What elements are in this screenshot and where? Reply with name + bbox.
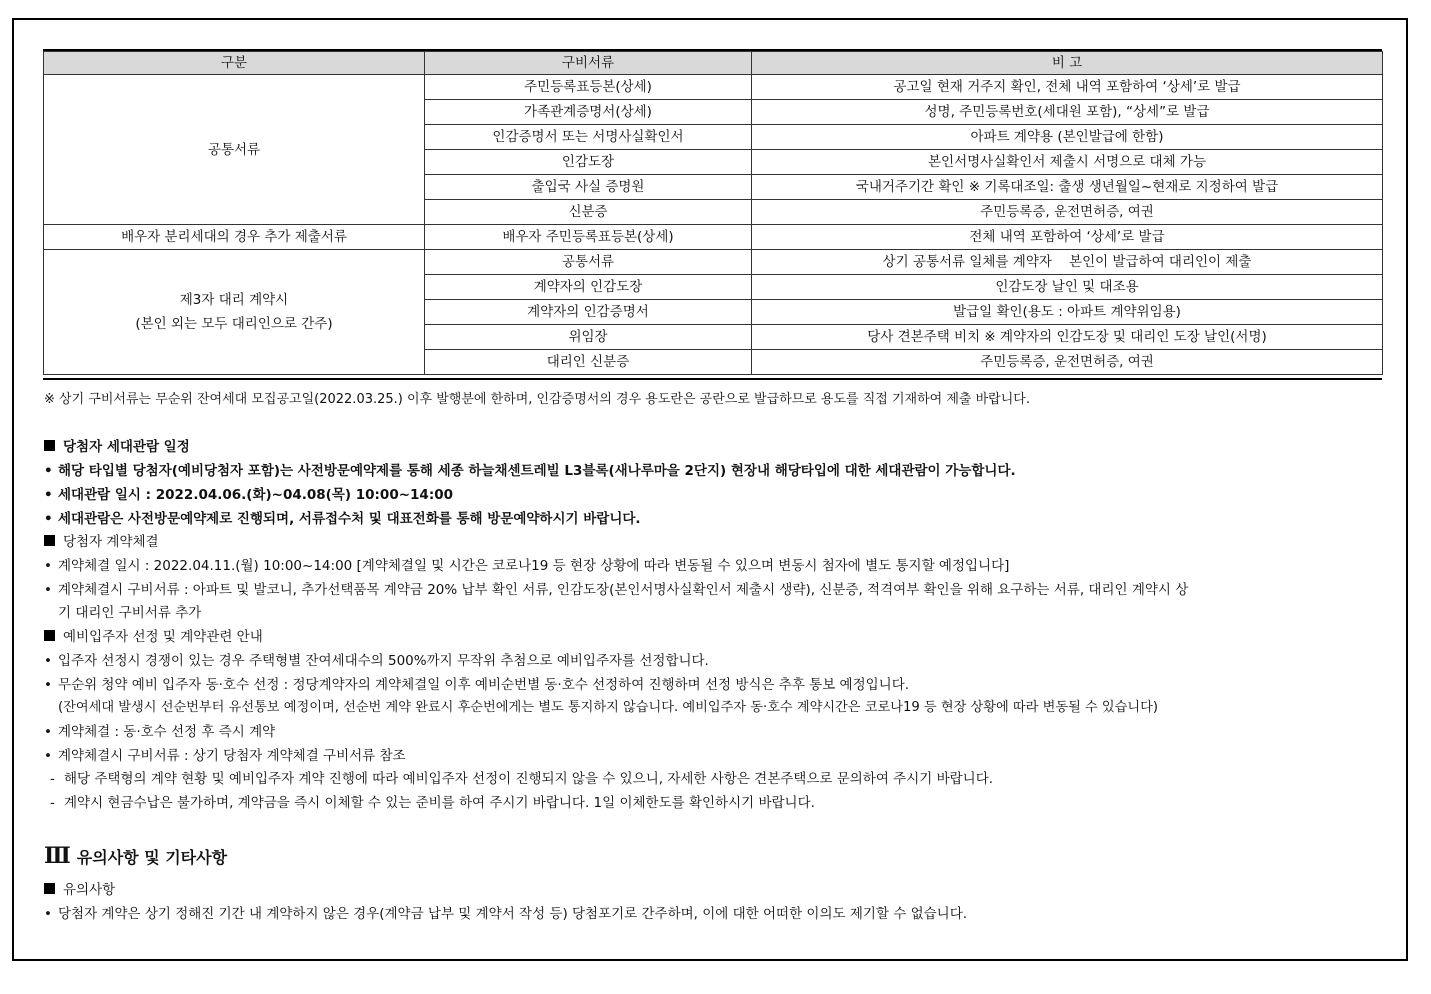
dot-bullet-icon: • xyxy=(44,906,52,922)
table-row xyxy=(44,250,1383,275)
remark-cell: 전체 내역 포함하여 ‘상세’로 발급 xyxy=(752,225,1383,250)
required-documents-table xyxy=(43,51,1383,375)
square-bullet-icon xyxy=(44,440,55,451)
table-bottom-rule xyxy=(43,378,1382,380)
remark-cell: 아파트 계약용 (본인발급에 한함) xyxy=(752,125,1383,150)
document-cell: 주민등록표등본(상세) xyxy=(425,75,752,100)
dot-bullet-icon: • xyxy=(44,724,52,740)
dash-bullet-icon: - xyxy=(50,795,55,811)
list-item-text: 계약체결 : 동·호수 선정 후 즉시 계약 xyxy=(58,724,276,740)
list-item-text: 당첨자 계약은 상기 정해진 기간 내 계약하지 않은 경우(계약금 납부 및 계약서 작성 등) 당첨포기로 간주하며, 이에 대한 어떠한 이의도 제기할 수 없습니다. xyxy=(58,906,968,922)
remark-cell: 당사 견본주택 비치 ※ 계약자의 인감도장 및 대리인 도장 날인(서명) xyxy=(752,325,1383,350)
documents-note: ※ 상기 구비서류는 무순위 잔여세대 모집공고일(2022.03.25.) 이후 발행분에 한하며, 인감증명서의 경우 용도란은 공란으로 발급하므로 용도를 직접 기재하여 제출 바랍니다. xyxy=(44,392,1030,407)
category-proxy-title: 제3자 대리 계약시 xyxy=(179,292,289,308)
list-item-text: 입주자 선정시 경쟁이 있는 경우 주택형별 잔여세대수의 500%까지 무작위 추첨으로 예비입주자를 선정합니다. xyxy=(58,653,709,669)
square-bullet-icon xyxy=(44,883,55,894)
list-item-text: 계약체결시 구비서류 : 아파트 및 발코니, 추가선택품목 계약금 20% 납부 확인 서류, 인감도장(본인서명사실확인서 제출시 생략), 신분증, 적격여부 확인을 위해 요구하는 서류, 대리인 계약시 상 xyxy=(58,582,1189,598)
document-cell: 공통서류 xyxy=(425,250,752,275)
document-cell: 계약자의 인감도장 xyxy=(425,275,752,300)
square-bullet-icon xyxy=(44,535,55,546)
section-title: 예비입주자 선정 및 계약관련 안내 xyxy=(63,629,263,645)
remark-cell: 국내거주기간 확인 ※ 기록대조일: 출생 생년월일~현재로 지정하여 발급 xyxy=(752,175,1383,200)
dot-bullet-icon: • xyxy=(44,653,52,669)
list-item xyxy=(50,769,993,789)
document-cell: 위임장 xyxy=(425,325,752,350)
dot-bullet-icon: • xyxy=(44,677,52,693)
section-heading-cautions xyxy=(44,843,227,872)
list-item-text: 세대관람은 사전방문예약제로 진행되며, 서류접수처 및 대표전화를 통해 방문예약하시기 바랍니다. xyxy=(58,511,641,527)
category-proxy xyxy=(44,250,425,375)
section-title: 당첨자 세대관람 일정 xyxy=(63,439,190,455)
document-cell: 인감증명서 또는 서명사실확인서 xyxy=(425,125,752,150)
roman-numeral: Ⅲ xyxy=(44,843,71,869)
list-item xyxy=(44,509,641,529)
section-contract xyxy=(44,532,159,552)
dot-bullet-icon: • xyxy=(44,487,53,503)
header-category: 구분 xyxy=(44,52,425,75)
dot-bullet-icon: • xyxy=(44,748,52,764)
table-row xyxy=(44,225,1383,250)
list-item-text: 해당 주택형의 계약 현황 및 예비입주자 계약 진행에 따라 예비입주자 선정이 진행되지 않을 수 있으니, 자세한 사항은 견본주택으로 문의하여 주시기 바랍니다. xyxy=(64,771,994,787)
document-cell: 인감도장 xyxy=(425,150,752,175)
remark-cell: 발급일 확인(용도 : 아파트 계약위임용) xyxy=(752,300,1383,325)
list-item-continuation: 기 대리인 구비서류 추가 xyxy=(58,605,202,621)
list-item xyxy=(50,793,815,813)
dot-bullet-icon: • xyxy=(44,558,52,574)
section-title: 유의사항 xyxy=(63,882,116,898)
remark-cell: 상기 공통서류 일체를 계약자 본인이 발급하여 대리인이 제출 xyxy=(752,250,1383,275)
list-item xyxy=(44,485,453,505)
remark-cell: 공고일 현재 거주지 확인, 전체 내역 포함하여 ‘상세’로 발급 xyxy=(752,75,1383,100)
section-viewing-schedule xyxy=(44,437,190,457)
list-item xyxy=(44,651,709,671)
list-item-text: 계약체결시 구비서류 : 상기 당첨자 계약체결 구비서류 참조 xyxy=(58,748,406,764)
remark-cell: 성명, 주민등록번호(세대원 포함), “상세”로 발급 xyxy=(752,100,1383,125)
list-item-text: 계약시 현금수납은 불가하며, 계약금을 즉시 이체할 수 있는 준비를 하여 주시기 바랍니다. 1일 이체한도를 확인하시기 바랍니다. xyxy=(64,795,815,811)
document-cell: 출입국 사실 증명원 xyxy=(425,175,752,200)
remark-cell: 본인서명사실확인서 제출시 서명으로 대체 가능 xyxy=(752,150,1383,175)
table-header-row xyxy=(44,52,1383,75)
dot-bullet-icon: • xyxy=(44,463,53,479)
list-item xyxy=(44,746,406,766)
list-item xyxy=(44,904,967,924)
dot-bullet-icon: • xyxy=(44,511,53,527)
list-item-text: 계약체결 일시 : 2022.04.11.(월) 10:00~14:00 [계약체결일 및 시간은 코로나19 등 현장 상황에 따라 변동될 수 있으며 변동시 첨자에 별도 통지할 예정입니다] xyxy=(58,558,1010,574)
dot-bullet-icon: • xyxy=(44,582,52,598)
list-item-text: 해당 타입별 당첨자(예비당첨자 포함)는 사전방문예약제를 통해 세종 하늘채센트레빌 L3블록(새나루마을 2단지) 현장내 해당타입에 대한 세대관람이 가능합니다. xyxy=(58,463,1016,479)
list-item xyxy=(44,580,1188,600)
header-remarks: 비 고 xyxy=(752,52,1383,75)
list-item xyxy=(44,556,1009,576)
document-cell: 계약자의 인감증명서 xyxy=(425,300,752,325)
list-item xyxy=(44,722,275,742)
list-item xyxy=(44,461,1016,481)
list-item-text: 무순위 청약 예비 입주자 동·호수 선정 : 정당계약자의 계약체결일 이후 예비순번별 동·호수 선정하여 진행하며 선정 방식은 추후 통보 예정입니다. xyxy=(58,677,910,693)
remark-cell: 인감도장 날인 및 대조용 xyxy=(752,275,1383,300)
document-cell: 신분증 xyxy=(425,200,752,225)
list-item xyxy=(44,675,909,695)
document-cell: 배우자 주민등록표등본(상세) xyxy=(425,225,752,250)
dash-bullet-icon: - xyxy=(50,771,55,787)
category-common: 공통서류 xyxy=(44,75,425,225)
remark-cell: 주민등록증, 운전면허증, 여권 xyxy=(752,350,1383,375)
list-item-continuation: (잔여세대 발생시 선순번부터 유선통보 예정이며, 선순번 계약 완료시 후순번에게는 별도 통지하지 않습니다. 예비입주자 동·호수 계약시간은 코로나19 등 현장 상황에 따라 변동될 수 있습니다) xyxy=(58,700,1159,715)
category-proxy-sub: (본인 외는 모두 대리인으로 간주) xyxy=(135,316,333,332)
document-cell: 대리인 신분증 xyxy=(425,350,752,375)
section-waitlist xyxy=(44,627,263,647)
header-documents: 구비서류 xyxy=(425,52,752,75)
section-title: 당첨자 계약체결 xyxy=(63,534,159,550)
table-row xyxy=(44,75,1383,100)
document-cell: 가족관계증명서(상세) xyxy=(425,100,752,125)
section-heading-title: 유의사항 및 기타사항 xyxy=(76,848,228,867)
section-cautions xyxy=(44,880,115,900)
remark-cell: 주민등록증, 운전면허증, 여권 xyxy=(752,200,1383,225)
category-spouse: 배우자 분리세대의 경우 추가 제출서류 xyxy=(44,225,425,250)
list-item-text: 세대관람 일시 : 2022.04.06.(화)~04.08(목) 10:00~14:00 xyxy=(58,487,454,503)
square-bullet-icon xyxy=(44,630,55,641)
